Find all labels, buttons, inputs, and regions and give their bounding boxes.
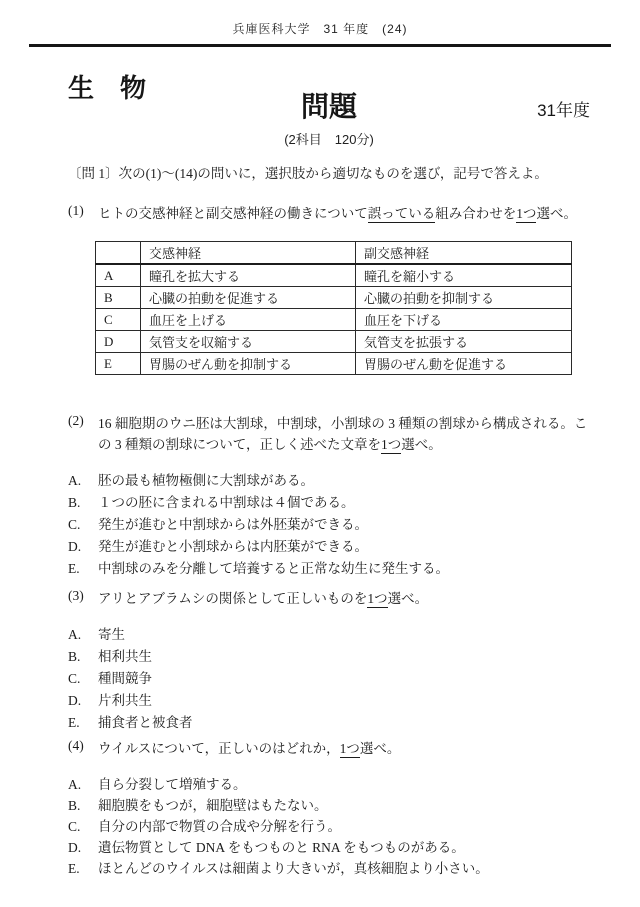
header-cell-parasympathetic: 副交感神経 [356, 242, 572, 265]
table-header-row [96, 242, 572, 265]
table-row [96, 353, 572, 375]
question-text-segment: 16 細胞期のウニ胚は大割球，中割球，小割球の 3 種類の割球から構成される。この 3 種類の割球について，正しく述べた文章を [98, 416, 588, 452]
header-cell-sympathetic: 交感神経 [141, 242, 356, 265]
option-text: 細胞膜をもつが，細胞壁はもたない。 [98, 798, 328, 813]
option-label: C. [68, 819, 81, 834]
option-text: 自ら分裂して増殖する。 [98, 777, 247, 792]
option-item [68, 690, 590, 712]
option-text: 捕食者と被食者 [98, 715, 193, 730]
option-text: ほとんどのウイルスは細菌より大きいが，真核細胞より小さい。 [98, 861, 489, 876]
option-label: E. [68, 715, 80, 730]
option-text: 発生が進むと小割球からは内胚葉ができる。 [98, 539, 368, 554]
option-text: 相利共生 [98, 649, 152, 664]
option-item [68, 514, 590, 536]
running-head: 兵庫医科大学 31 年度 (24) [232, 22, 408, 36]
question-2-number: (2) [68, 413, 84, 428]
title-row [68, 91, 590, 125]
question-2-options [68, 470, 590, 580]
question-4-body [98, 738, 590, 759]
subject-title: 生 物 [68, 73, 147, 103]
sympathetic-cell: 心臓の拍動を促進する [141, 287, 356, 309]
question-4-text [68, 738, 590, 759]
underlined-text: 誤っている [367, 206, 436, 221]
option-text: １つの胚に含まれる中割球は４個である。 [98, 495, 355, 510]
header-rule [29, 44, 611, 47]
question-text-segment: ウイルスについて，正しいのはどれか， [98, 741, 340, 756]
question-text-segment: 選べ。 [401, 437, 442, 452]
option-item [68, 712, 590, 734]
option-label: D. [68, 840, 82, 855]
duration-note: (2科目 120分) [284, 132, 374, 147]
option-item [68, 858, 590, 879]
question-text-segment: アリとアブラムシの関係として正しいものを [98, 591, 368, 606]
table-row [96, 287, 572, 309]
question-text-segment: 選べ。 [387, 591, 429, 606]
option-text: 発生が進むと中割球からは外胚葉ができる。 [98, 517, 368, 532]
option-item [68, 837, 590, 858]
option-text: 寄生 [98, 627, 125, 642]
option-item [68, 774, 590, 795]
table-row [96, 264, 572, 287]
header-cell-label [96, 242, 141, 265]
answer-choice-table [95, 241, 572, 375]
option-item [68, 536, 590, 558]
year-label: 31年度 [537, 101, 590, 120]
parasympathetic-cell: 気管支を拡張する [356, 331, 572, 353]
parasympathetic-cell: 血圧を下げる [356, 309, 572, 331]
option-label: B. [68, 649, 81, 664]
option-item [68, 492, 590, 514]
sympathetic-cell: 瞳孔を拡大する [141, 264, 356, 287]
row-label: E [96, 353, 141, 375]
row-label: B [96, 287, 141, 309]
option-text: 種間競争 [98, 671, 152, 686]
parasympathetic-cell: 瞳孔を縮小する [356, 264, 572, 287]
question-3-number: (3) [68, 588, 84, 603]
option-text: 片利共生 [98, 693, 152, 708]
option-label: A. [68, 627, 82, 642]
option-label: E. [68, 561, 80, 576]
option-label: B. [68, 798, 81, 813]
option-label: B. [68, 495, 81, 510]
option-text: 遺伝物質として DNA をもつものと RNA をもつものがある。 [98, 840, 465, 855]
question-4-options [68, 774, 590, 879]
option-label: E. [68, 861, 80, 876]
table-row [96, 331, 572, 353]
underlined-text: 1つ [339, 741, 360, 756]
underlined-text: 1つ [380, 437, 402, 452]
exam-title: 問題 [300, 91, 357, 122]
section-instruction: 〔問 1〕次の(1)～(14)の問いに，選択肢から適切なものを選び，記号で答えよ。 [68, 166, 548, 181]
row-label: D [96, 331, 141, 353]
option-text: 中割球のみを分離して培養すると正常な幼生に発生する。 [98, 561, 449, 576]
underlined-text: 1つ [516, 206, 537, 221]
question-3 [68, 588, 590, 734]
question-1-number: (1) [68, 203, 84, 218]
option-label: A. [68, 473, 82, 488]
sympathetic-cell: 血圧を上げる [141, 309, 356, 331]
option-item [68, 816, 590, 837]
question-text-segment: ヒトの交感神経と副交感神経の働きについて [98, 206, 368, 221]
option-text: 胚の最も植物極側に大割球がある。 [98, 473, 314, 488]
question-3-options [68, 624, 590, 734]
table-row [96, 309, 572, 331]
row-label: A [96, 264, 141, 287]
row-label: C [96, 309, 141, 331]
parasympathetic-cell: 心臓の拍動を抑制する [356, 287, 572, 309]
question-1-text [68, 203, 590, 224]
sympathetic-cell: 気管支を収縮する [141, 331, 356, 353]
option-item [68, 624, 590, 646]
question-4-number: (4) [68, 738, 84, 753]
question-2-body [98, 413, 590, 455]
question-2 [68, 413, 590, 580]
option-label: A. [68, 777, 82, 792]
option-item [68, 470, 590, 492]
question-4 [68, 738, 590, 879]
option-item [68, 646, 590, 668]
question-3-text [68, 588, 590, 609]
page-content [0, 73, 640, 879]
option-label: D. [68, 693, 82, 708]
question-text-segment: 選べ。 [359, 741, 401, 756]
option-item [68, 558, 590, 580]
option-item [68, 795, 590, 816]
question-1 [68, 203, 590, 375]
option-label: C. [68, 671, 81, 686]
option-text: 自分の内部で物質の合成や分解を行う。 [98, 819, 341, 834]
question-2-text [68, 413, 590, 455]
parasympathetic-cell: 胃腸のぜん動を促進する [356, 353, 572, 375]
option-item [68, 668, 590, 690]
sympathetic-cell: 胃腸のぜん動を抑制する [141, 353, 356, 375]
question-text-segment: 選べ。 [536, 206, 577, 221]
option-label: C. [68, 517, 81, 532]
question-1-body [98, 203, 590, 224]
question-text-segment: 組み合わせを [435, 206, 517, 221]
option-label: D. [68, 539, 82, 554]
question-3-body [98, 588, 590, 609]
underlined-text: 1つ [367, 591, 388, 606]
